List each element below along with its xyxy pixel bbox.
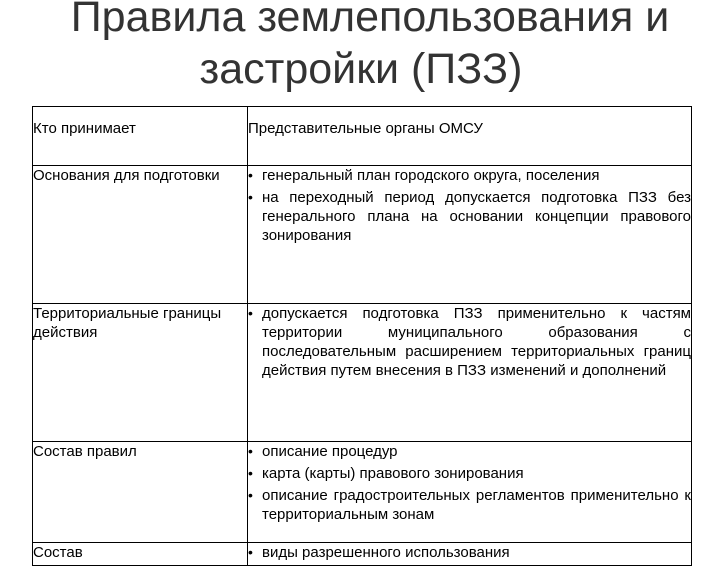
bullet-list: [248, 442, 691, 524]
row-label: Основания для подготовки: [33, 166, 248, 304]
table-row: [33, 304, 692, 442]
list-item: • описание процедур: [248, 442, 691, 461]
row-value: [248, 543, 692, 566]
row-value: Представительные органы ОМСУ: [248, 107, 692, 166]
row-label: Территориальные границы действия: [33, 304, 248, 442]
table-row: [33, 166, 692, 304]
list-item: • допускается подготовка ПЗЗ применительно к частям территории муниципального образования с последовательным расширением территориальных границ действия путем внесения в ПЗЗ изменений и дополнений: [248, 304, 691, 380]
row-value: [248, 166, 692, 304]
bullet-list: [248, 543, 691, 562]
table-row: [33, 107, 692, 166]
list-item: • генеральный план городского округа, поселения: [248, 166, 691, 185]
row-label: Кто принимает: [33, 107, 248, 166]
slide-title-line-1: Правила землепользования и: [70, 0, 670, 41]
row-label: Состав: [33, 543, 248, 566]
list-item: • на переходный период допускается подготовка ПЗЗ без генерального плана на основании концепции правового зонирования: [248, 188, 691, 245]
list-item: • карта (карты) правового зонирования: [248, 464, 691, 483]
table-row: [33, 442, 692, 543]
slide-title: [0, 0, 720, 94]
row-value: [248, 442, 692, 543]
bullet-list: [248, 304, 691, 380]
list-item: • описание градостроительных регламентов применительно к территориальным зонам: [248, 486, 691, 524]
bullet-list: [248, 166, 691, 245]
row-label: Состав правил: [33, 442, 248, 543]
slide-title-line-2: застройки (ПЗЗ): [199, 45, 523, 93]
table-row: [33, 543, 692, 566]
rules-table: [32, 106, 692, 566]
row-value: [248, 304, 692, 442]
list-item: • виды разрешенного использования: [248, 543, 691, 562]
